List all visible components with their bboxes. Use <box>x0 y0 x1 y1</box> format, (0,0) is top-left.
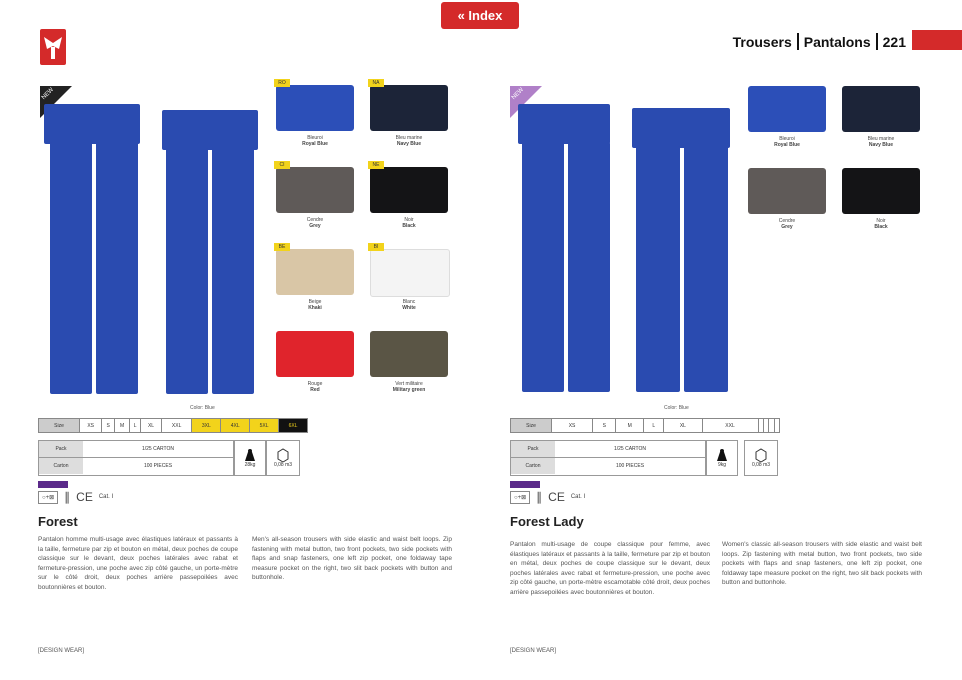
size-table <box>38 418 308 433</box>
color-swatch <box>748 86 826 132</box>
color-swatch <box>842 168 920 214</box>
color-code-tag: BE <box>274 243 290 251</box>
product-code: [DESIGN WEAR] <box>510 648 557 654</box>
ce-mark-icon: CE <box>548 490 565 504</box>
description-fr: Pantalon multi-usage de coupe classique pour femme, avec élastiques latéraux et passants à la taille, fermeture par zip et bouton en métal, deux poches de coupe classique sur le devant, deux poches latérales avec rabat et fermeture-pression, une poche avec zip côté gauche, un porte-mètre escamotable côté droit, deux poches arrière passepoilées avec boutonnières et bouton. <box>510 541 710 596</box>
color-swatch-label <box>364 381 454 393</box>
color-swatch-label <box>742 136 832 148</box>
cert-category: Cat. I <box>98 494 114 500</box>
color-name: Bleu marine <box>867 136 895 142</box>
size-cell: 5XL <box>250 419 279 433</box>
color-swatch-label <box>270 217 360 229</box>
fabric-tag <box>38 481 68 488</box>
color-note: Color: Blue <box>664 405 689 411</box>
brand-logo <box>40 29 66 65</box>
color-name-en: Black <box>874 224 888 230</box>
size-cell: XL <box>664 419 702 433</box>
color-name-en: Royal Blue <box>774 142 800 148</box>
color-swatch-label <box>836 218 926 230</box>
color-name: Rouge <box>307 381 323 387</box>
volume-box <box>744 440 778 476</box>
certifications <box>510 490 585 504</box>
product-code: [DESIGN WEAR] <box>38 648 85 654</box>
size-cell: M <box>115 419 130 433</box>
color-code-tag: CI <box>274 161 290 169</box>
trousers-front-image <box>512 104 622 396</box>
color-swatch <box>276 167 354 213</box>
color-name: Bleuroi <box>779 136 795 142</box>
color-name: Beige <box>308 299 322 305</box>
color-name-en: Royal Blue <box>302 141 328 147</box>
color-name: Cendre <box>778 218 796 224</box>
size-cell: 4XL <box>221 419 250 433</box>
color-swatch <box>276 331 354 377</box>
color-name: Blanc <box>402 299 416 305</box>
color-name-en: Navy Blue <box>868 142 894 148</box>
pack-value: 1/25 CARTON <box>613 446 647 452</box>
wash-icon: ○+⊠ <box>510 491 530 504</box>
color-swatch-label <box>836 136 926 148</box>
new-badge: NEW <box>510 86 542 118</box>
weight-icon <box>242 448 258 462</box>
pack-value: 1/25 CARTON <box>141 446 175 452</box>
color-name: Vert militaire <box>395 381 423 387</box>
description-fr: Pantalon homme multi-usage avec élastiques latéraux et passants à la taille, fermeture par zip et bouton en métal, deux poches de coupe classique sur le devant, deux poches latérales avec rabat et fermeture-pression, une poche avec zip côté gauche, un porte-mètre sur le côté droit, deux poches arrière passepoilées avec boutonnières et bouton. <box>38 536 238 591</box>
size-cell: L <box>644 419 664 433</box>
size-cell: S <box>593 419 616 433</box>
product-title: Forest <box>38 514 78 529</box>
box-icon <box>275 448 291 462</box>
page-number: 221 <box>882 33 906 50</box>
volume-value: 0,08 m3 <box>273 462 293 468</box>
fabric-tag <box>510 481 540 488</box>
size-cell: 3XL <box>192 419 221 433</box>
carton-value: 100 PIECES <box>143 463 173 469</box>
weight-box <box>234 440 266 476</box>
color-name: Bleu marine <box>395 135 423 141</box>
header-separator <box>797 33 799 50</box>
color-code-tag: NE <box>368 161 384 169</box>
header-trousers: Trousers <box>732 33 792 50</box>
color-swatch <box>370 331 448 377</box>
product-title: Forest Lady <box>510 514 584 529</box>
color-name-en: Military green <box>392 387 426 393</box>
color-swatch <box>842 86 920 132</box>
pack-label: Pack <box>511 441 555 457</box>
weight-value: 9kg <box>717 462 727 468</box>
size-cell: XS <box>80 419 102 433</box>
color-name: Noir <box>404 217 414 223</box>
color-swatch <box>370 167 448 213</box>
weight-box <box>706 440 738 476</box>
color-swatch-label <box>270 381 360 393</box>
carton-value: 100 PIECES <box>615 463 645 469</box>
fit-icon: ∥ <box>64 490 71 504</box>
trousers-back-image <box>158 110 264 398</box>
fit-icon: ∥ <box>536 490 543 504</box>
description-en: Men's all-season trousers with side elastic and waist belt loops. Zip fastening with metal button, two front pockets, two side pockets with flaps and snap fasteners, one left zip pocket, one foldaway tape measure pocket on the right, two slit back pockets with button and buttonhole. <box>252 536 452 581</box>
header-separator <box>876 33 878 50</box>
trousers-back-image <box>628 108 734 396</box>
weight-icon <box>714 448 730 462</box>
color-name-en: Red <box>310 387 320 393</box>
trousers-front-image <box>40 104 150 399</box>
box-icon <box>753 448 769 462</box>
color-swatch-label <box>364 217 454 229</box>
cert-category: Cat. I <box>570 494 586 500</box>
color-note: Color: Blue <box>190 405 215 411</box>
index-button[interactable]: « Index <box>441 2 519 29</box>
color-swatch-label <box>270 299 360 311</box>
color-swatch <box>748 168 826 214</box>
color-name: Cendre <box>306 217 324 223</box>
chapter-tab <box>912 30 962 50</box>
new-badge: NEW <box>40 86 72 118</box>
description-en: Women's classic all-season trousers with side elastic and waist belt loops. Zip fastening with metal button, two front pockets, two side pockets with flaps and snap fasteners, one left zip pocket, one foldaway tape measure pocket on the right, two slit back pockets with button and buttonhole. <box>722 541 922 586</box>
carton-label: Carton <box>39 458 83 474</box>
size-cell: XXL <box>161 419 191 433</box>
color-name-en: Khaki <box>308 305 322 311</box>
color-name-en: White <box>402 305 416 311</box>
color-name: Bleuroi <box>307 135 323 141</box>
size-table <box>510 418 780 433</box>
size-cell: XS <box>552 419 593 433</box>
header-pantalons: Pantalons <box>803 33 871 50</box>
color-code-tag: RO <box>274 79 290 87</box>
color-swatch-label <box>742 218 832 230</box>
size-cell: XL <box>141 419 162 433</box>
wash-icon: ○+⊠ <box>38 491 58 504</box>
color-swatch <box>370 249 450 297</box>
size-cell: S <box>102 419 115 433</box>
color-swatch-label <box>270 135 360 147</box>
packaging-info <box>38 440 234 476</box>
size-label: Size <box>39 419 80 433</box>
color-name-en: Grey <box>309 223 321 229</box>
color-code-tag: NA <box>368 79 384 87</box>
color-name-en: Grey <box>781 224 793 230</box>
carton-label: Carton <box>511 458 555 474</box>
certifications <box>38 490 113 504</box>
size-cell: M <box>616 419 644 433</box>
color-code-tag: BI <box>368 243 384 251</box>
ce-mark-icon: CE <box>76 490 93 504</box>
color-name-en: Black <box>402 223 416 229</box>
page-header <box>733 33 906 50</box>
color-name-en: Navy Blue <box>396 141 422 147</box>
color-swatch <box>370 85 448 131</box>
size-cell <box>774 419 779 433</box>
size-label: Size <box>511 419 552 433</box>
color-swatch <box>276 85 354 131</box>
size-cell: 6XL <box>279 419 308 433</box>
size-cell: L <box>130 419 141 433</box>
color-swatch-label <box>364 135 454 147</box>
color-swatch-label <box>364 299 454 311</box>
pack-label: Pack <box>39 441 83 457</box>
volume-box <box>266 440 300 476</box>
volume-value: 0,08 m3 <box>751 462 771 468</box>
color-name: Noir <box>876 218 886 224</box>
color-swatch <box>276 249 354 295</box>
packaging-info <box>510 440 706 476</box>
size-cell: XXL <box>702 419 758 433</box>
weight-value: 28kg <box>244 462 256 468</box>
